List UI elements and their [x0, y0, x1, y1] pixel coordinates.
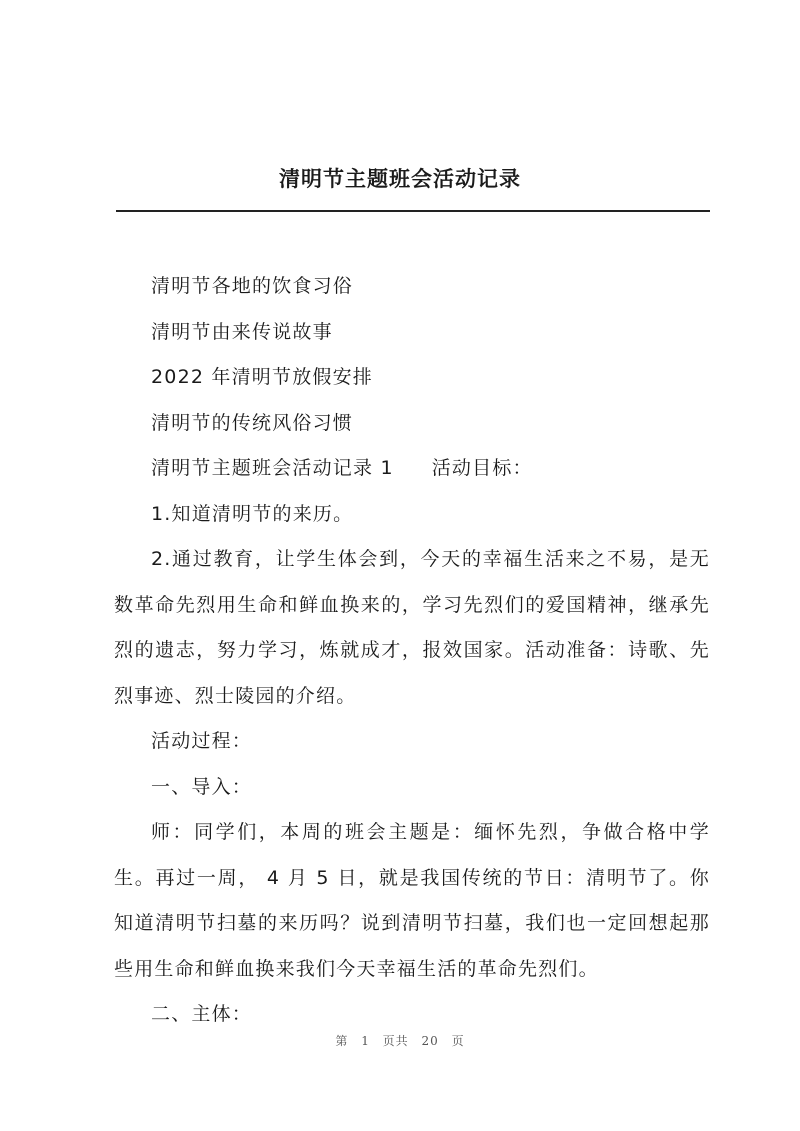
record-heading: 清明节主题班会活动记录 1: [151, 457, 394, 479]
paragraph: 师：同学们，本周的班会主题是：缅怀先烈，争做合格中学生。再过一周， 4 月 5 日，就是我国传统的节日：清明节了。你知道清明节扫墓的来历吗？说到清明节扫墓，我们也一定回想起那些用生命和鲜血换来我们今天幸福生活的革命先烈们。: [114, 821, 710, 980]
footer-page-number: 1: [361, 1034, 370, 1048]
related-link[interactable]: 清明节的传统风俗习惯: [151, 411, 354, 434]
footer-suffix: 页: [451, 1034, 465, 1048]
page-footer: [0, 1032, 800, 1049]
page-title: 清明节主题班会活动记录: [279, 166, 521, 191]
paragraph: 2.通过教育，让学生体会到，今天的幸福生活来之不易，是无数革命先烈用生命和鲜血换来的，学习先烈们的爱国精神，继承先烈的遗志，努力学习，炼就成才，报效国家。活动准备：诗歌、先烈事迹、烈士陵园的介绍。: [114, 548, 710, 707]
footer-total-pages: 20: [421, 1034, 439, 1048]
goal-label: 活动目标：: [431, 457, 533, 479]
record-heading-line: [114, 446, 710, 492]
section-heading: 二、主体：: [151, 1003, 253, 1025]
section-heading: 一、导入：: [151, 775, 253, 798]
title-divider: [116, 210, 710, 212]
related-link[interactable]: 2022 年清明节放假安排: [151, 366, 373, 388]
paragraph: 1.知道清明节的来历。: [151, 502, 354, 525]
document-body: [114, 264, 710, 1038]
paragraph: 活动过程：: [151, 730, 253, 752]
footer-middle: 页共: [382, 1034, 409, 1048]
related-link[interactable]: 清明节各地的饮食习俗: [151, 275, 354, 297]
footer-prefix: 第: [335, 1034, 349, 1048]
related-link[interactable]: 清明节由来传说故事: [151, 320, 333, 343]
